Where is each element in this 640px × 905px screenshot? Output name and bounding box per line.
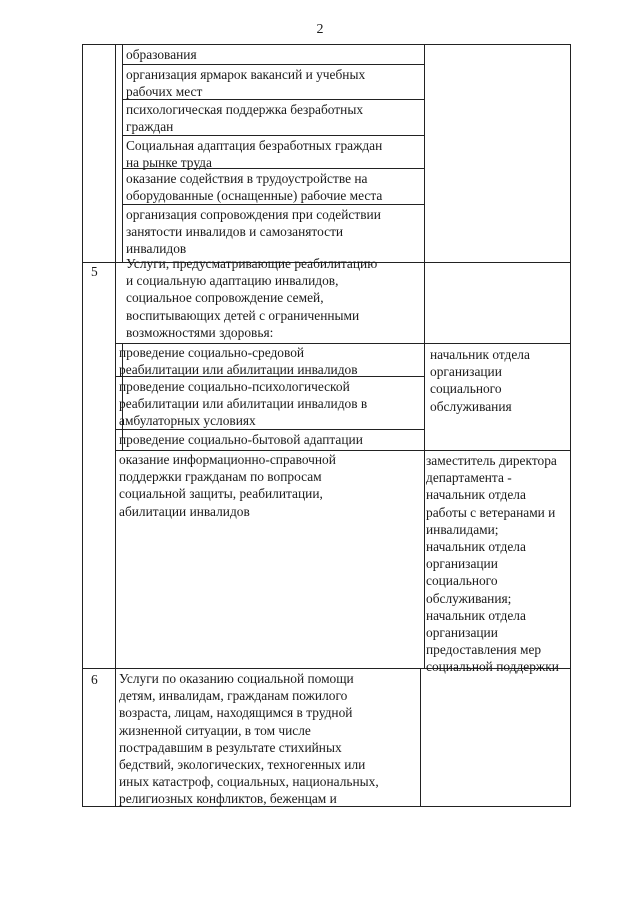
section-heading: Услуги по оказанию социальной помощи детям, инвалидам, гражданам пожилого возраста, лицам, находящимся в трудной жизненной ситуации, в том числе пострадавшим в результате стихийных бедствий, экологических, техногенных или иных катастроф, социальных, национальных, религиозных конфликтов, беженцам и <box>119 671 379 807</box>
service-item: организация сопровождения при содействии занятости инвалидов и самозанятости инвалидов <box>126 207 381 257</box>
service-item: психологическая поддержка безработных граждан <box>126 102 364 135</box>
service-item: образования <box>126 47 197 62</box>
service-item: проведение социально-бытовой адаптации <box>119 432 363 447</box>
service-item: проведение социально-психологической реабилитации или абилитации инвалидов в амбулаторных условиях <box>119 379 368 429</box>
service-item: проведение социально-средовой реабилитации или абилитации инвалидов <box>119 345 358 378</box>
responsible-person: заместитель директора департамента - начальник отдела работы с ветеранами и инвалидами; начальник отдела организации социального обслуживания; начальник отдела организации предоставления мер социальной поддержки <box>426 453 559 675</box>
column-divider-number <box>115 44 116 806</box>
section-heading: Услуги, предусматривающие реабилитацию и социальную адаптацию инвалидов, социальное сопровождение семей, воспитывающих детей с ограниченными возможностями здоровья: <box>126 256 378 340</box>
table-border-right <box>570 44 571 806</box>
service-item: организация ярмарок вакансий и учебных рабочих мест <box>126 67 366 100</box>
row-number: 6 <box>91 672 98 687</box>
table-border-left <box>82 44 83 806</box>
column-divider-responsible <box>420 668 421 806</box>
column-divider-responsible <box>424 44 425 668</box>
column-divider-service <box>122 44 123 262</box>
responsible-person: начальник отдела организации социального обслуживания <box>430 347 530 414</box>
row-number: 5 <box>91 264 98 279</box>
service-item: Социальная адаптация безработных граждан на рынке труда <box>126 138 383 171</box>
row-divider <box>122 64 425 65</box>
row-divider <box>82 44 571 45</box>
service-item: оказание информационно-справочной поддержки гражданам по вопросам социальной защиты, реабилитации, абилитации инвалидов <box>119 452 336 519</box>
page-number: 2 <box>316 22 324 37</box>
service-item: оказание содействия в трудоустройстве на оборудованные (оснащенные) рабочие места <box>126 171 383 204</box>
